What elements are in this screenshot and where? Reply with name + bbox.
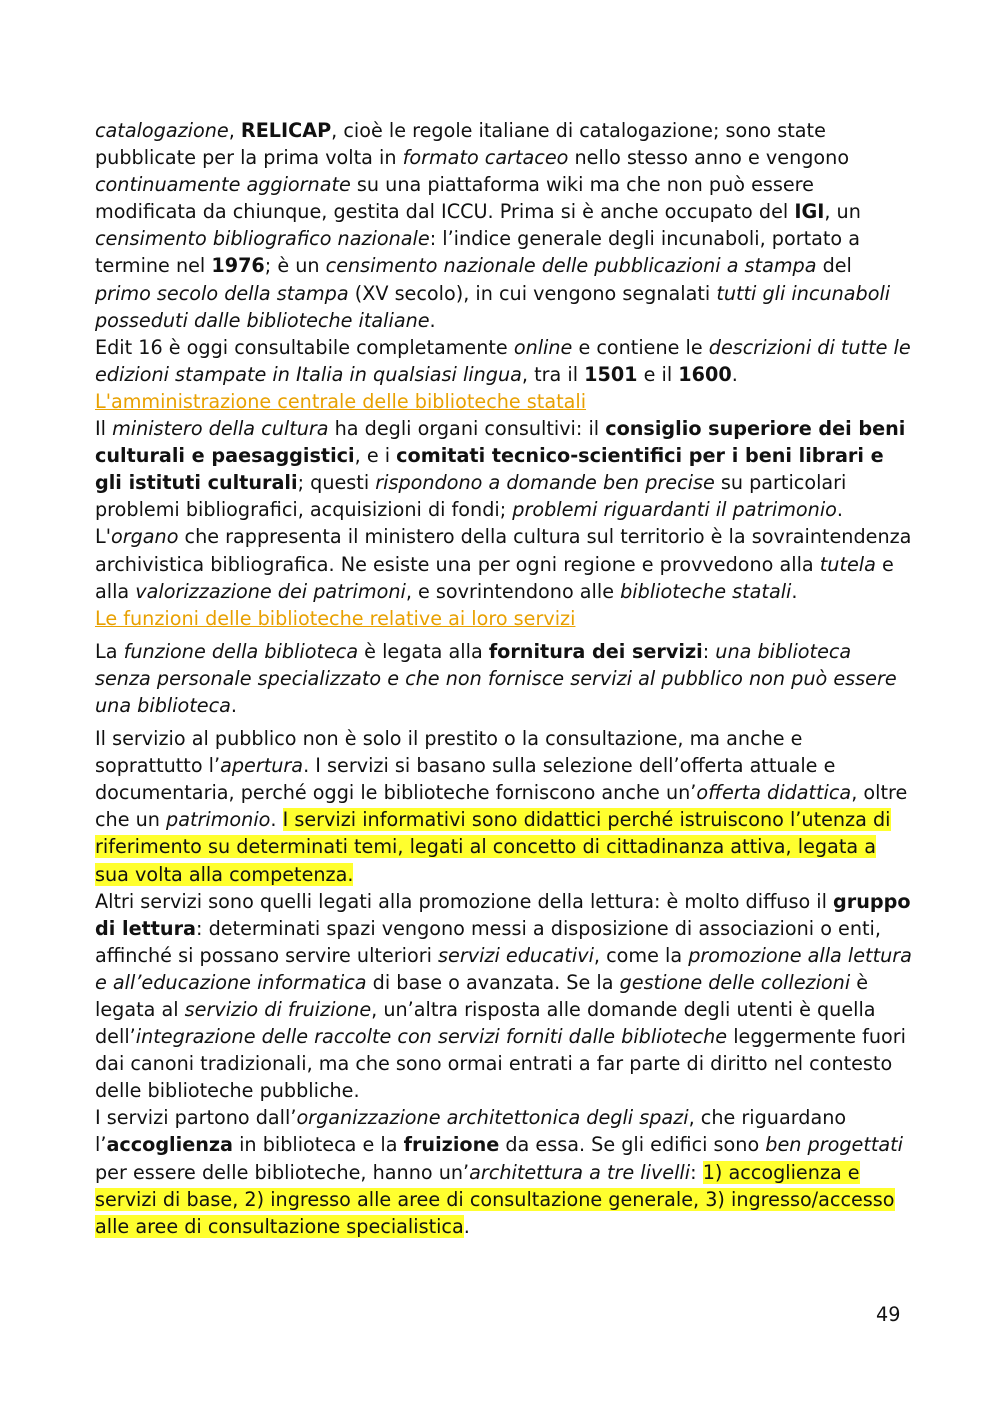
paragraph [95,888,913,1105]
italic-text: problemi riguardanti il patrimonio [512,498,837,522]
text-run: . [429,308,436,332]
text-run: , [228,119,241,142]
paragraph [95,638,913,719]
italic-text: biblioteche statali [620,579,792,603]
text-run: : l’indice generale degli incunaboli, portato a termine nel [95,227,861,278]
paragraph [95,725,913,888]
text-run: , e sovrintendono alle [405,579,621,603]
text-run: e contiene le [572,335,709,359]
italic-text: rispondono a domande ben precise [375,471,715,495]
italic-text: promozione alla lettura e all’educazione informatica [95,943,912,994]
italic-text: ministero della cultura [112,417,329,441]
bold-text: fruizione [403,1133,500,1157]
italic-text: descrizioni di tutte le edizioni stampate in Italia in qualsiasi lingua [95,335,911,386]
bold-text: gruppo di lettura [95,889,911,940]
text-run: , tra il [521,362,585,386]
text-run: . [791,579,798,603]
italic-text: gestione delle collezioni [619,970,851,994]
text-run: e il [637,362,679,386]
text-run: su particolari problemi bibliografici, acquisizioni di fondi; [95,471,847,522]
text-run: Il servizio al pubblico non è solo il prestito o la consultazione, ma anche e soprattutto l’ [95,727,803,778]
italic-text: continuamente aggiornate [95,173,351,197]
text-run: , un’altra risposta alle domande degli utenti è quella dell’ [95,998,876,1049]
bold-text: consiglio superiore dei beni culturali e paesaggistici [95,417,906,468]
text-run: è legata alla [358,639,489,663]
text-run: , come la [593,943,689,967]
text-run: ; questi [297,471,376,495]
bold-text: accoglienza [106,1133,233,1157]
text-run: Edit 16 è oggi consultabile completamente [95,335,514,359]
text-run: nello stesso anno e vengono [568,146,850,170]
italic-text: apertura [220,754,304,778]
text-run: , cioè le regole italiane di catalogazione; sono state pubblicate per la prima volta in [95,119,826,170]
text-run: . [230,693,238,717]
italic-text: servizi educativi [438,943,594,967]
paragraph [95,334,913,388]
text-run: . [836,498,843,522]
text-run: , e i [354,444,397,468]
italic-text: funzione della biblioteca [123,639,359,663]
italic-text: architettura a tre livelli [469,1160,691,1184]
paragraph [95,415,913,523]
text-run: in biblioteca e la [233,1133,404,1157]
text-run: La [95,639,124,663]
text-run: del [816,254,852,278]
italic-text: offerta didattica [696,781,852,805]
text-run: , che riguardano l’ [95,1106,847,1157]
italic-text: valorizzazione dei patrimoni [135,579,406,603]
section-heading: Le funzioni delle biblioteche relative ai loro servizi [95,606,576,630]
text-run: e alla [95,552,894,603]
bold-text: 1976 [211,254,265,278]
bold-text: 1600 [678,362,732,386]
paragraph [95,117,913,334]
italic-text: censimento nazionale delle pubblicazioni a stampa [325,254,817,278]
italic-text: una biblioteca senza personale specializzato e che non fornisce servizi al pubblico non può essere una biblioteca [95,639,897,717]
section-heading: L'amministrazione centrale delle biblioteche statali [95,389,587,413]
italic-text: organizzazione architettonica degli spazi [296,1106,689,1130]
bold-text: 1501 [584,362,638,386]
bold-text: IGI [794,200,825,224]
text-run: Altri servizi sono quelli legati alla promozione della lettura: è molto diffuso il [95,889,834,913]
text-run: (XV secolo), in cui vengono segnalati [348,281,717,305]
text-run: per essere delle biblioteche, hanno un’ [95,1160,470,1184]
italic-text: primo secolo della stampa [95,281,349,305]
bold-text: comitati tecnico-scientifici per i beni librari e gli istituti culturali [95,444,884,495]
bold-text: RELICAP [240,119,332,142]
text-run: è legata al [95,970,869,1021]
italic-text: catalogazione [95,119,229,142]
italic-text: censimento bibliografico nazionale [95,227,430,251]
italic-text: formato cartaceo [402,146,569,170]
italic-text: organo [110,525,179,549]
text-run: leggermente fuori dai canoni tradizionali, ma che sono ormai entrati a far parte di diritto nel contesto delle biblioteche pubbliche. [95,1025,907,1103]
text-run: Il [95,417,113,441]
italic-text: integrazione delle raccolte con servizi forniti dalle biblioteche [135,1025,728,1049]
text-run: , oltre che un [95,781,908,832]
paragraph [95,523,913,604]
italic-text: online [513,335,573,359]
text-run: . I servizi si basano sulla selezione dell’offerta attuale e documentaria, perché oggi le biblioteche forniscono anche un’ [95,754,836,805]
italic-text: patrimonio [166,808,271,832]
italic-text: tutti gli incunaboli posseduti dalle biblioteche italiane [95,281,891,332]
bold-text: fornitura dei servizi [488,639,703,663]
text-run: ; è un [264,254,326,278]
highlighted-text: 1) accoglienza e servizi di base, 2) ingresso alle aree di consultazione generale, 3) ingresso/accesso alle aree di consultazione specialistica [95,1160,895,1238]
text-run: da essa. Se gli edifici sono [499,1133,766,1157]
text-run: : [690,1160,703,1184]
text-run: : [702,639,716,663]
highlighted-text: I servizi informativi sono didattici perché istruiscono l’utenza di riferimento su determinati temi, legati al concetto di cittadinanza attiva, legata a sua volta alla competenza. [95,808,891,886]
text-run: che rappresenta il ministero della cultura sul territorio è la sovraintendenza archivistica bibliografica. Ne esiste una per ogni regione e provvedono alla [95,525,912,576]
text-run: . [731,362,738,386]
paragraph [95,1104,913,1239]
italic-text: servizio di fruizione [184,998,372,1021]
text-run: di base o avanzata. Se la [366,970,620,994]
italic-text: tutela [819,552,876,576]
text-run: su una piattaforma wiki ma che non può essere modificata da chiunque, gestita dal ICCU. Prima si è anche occupato del [95,173,814,224]
text-run: I servizi partono dall’ [95,1106,297,1130]
text-run: ha degli organi consultivi: il [328,417,606,441]
text-run: . [463,1214,470,1238]
text-run: . [270,808,283,832]
text-run: , un [824,200,861,224]
document-body [95,117,913,1240]
text-run: : determinati spazi vengono messi a disposizione di associazioni o enti, affinché si possano servire ulteriori [95,916,881,967]
text-run: L' [95,525,111,549]
italic-text: ben progettati [765,1133,903,1157]
page-number: 49 [876,1303,901,1326]
